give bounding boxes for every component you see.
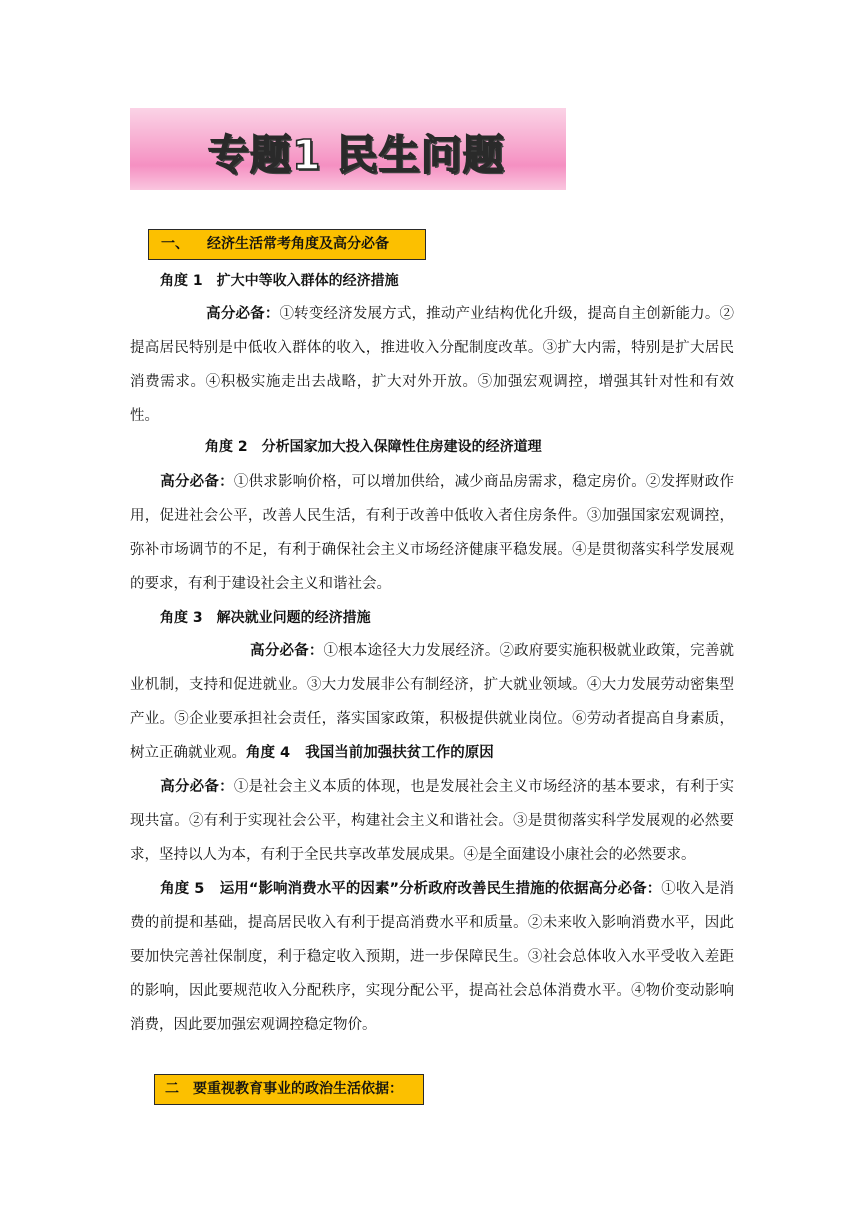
angle-2-heading bbox=[205, 430, 542, 464]
angle-body: ①供求影响价格，可以增加供给，减少商品房需求，稳定房价。②发挥财政作用，促进社会公平，改善人民生活，有利于改善中低收入者住房条件。③加强国家宏观调控，弥补市场调节的不足，有利于确保社会主义市场经济健康平稳发展。④是贯彻落实科学发展观的要求，有利于建设社会主义和谐社会。 bbox=[130, 474, 735, 592]
section-heading-2 bbox=[154, 1074, 424, 1105]
section-heading-1 bbox=[148, 229, 426, 260]
angle-5-content bbox=[130, 872, 734, 1042]
angle-body: ①转变经济发展方式，推动产业结构优化升级，提高自主创新能力。②提高居民特别是中低收入群体的收入，推进收入分配制度改革。③扩大内需，特别是扩大居民消费需求。④积极实施走出去战略，扩大对外开放。⑤加强宏观调控，增强其针对性和有效性。 bbox=[130, 306, 734, 424]
section-title: 经济生活常考角度及高分必备 bbox=[207, 236, 389, 252]
angle-3-content bbox=[130, 634, 734, 770]
highlight-label: 高分必备： bbox=[160, 474, 234, 490]
angle-title: 扩大中等收入群体的经济措施 bbox=[216, 273, 399, 289]
angle-5-heading: 角度 5 运用“影响消费水平的因素”分析政府改善民生措施的依据 bbox=[160, 881, 589, 897]
angle-1-content bbox=[130, 297, 734, 433]
angle-number: 角度 3 bbox=[160, 610, 203, 626]
section-number: 二 bbox=[165, 1081, 179, 1097]
highlight-label: 高分必备： bbox=[206, 306, 280, 322]
angle-3-heading bbox=[160, 601, 371, 635]
angle-body: ①根本途径大力发展经济。②政府要实施积极就业政策，完善就业机制，支持和促进就业。③大力发展非公有制经济，扩大就业领域。④大力发展劳动密集型产业。⑤企业要承担社会责任，落实国家政策，积极提供就业岗位。⑥劳动者提高自身素质，树立正确就业观。 bbox=[130, 643, 734, 761]
angle-title: 解决就业问题的经济措施 bbox=[216, 610, 371, 626]
angle-4-heading-inline: 角度 4 我国当前加强扶贫工作的原因 bbox=[246, 745, 494, 761]
highlight-label: 高分必备： bbox=[160, 779, 234, 795]
highlight-label: 高分必备： bbox=[588, 881, 662, 897]
angle-number: 角度 1 bbox=[160, 273, 203, 289]
angle-body: ①是社会主义本质的体现，也是发展社会主义市场经济的基本要求，有利于实现共富。②有利于实现社会公平，构建社会主义和谐社会。③是贯彻落实科学发展观的必然要求，坚持以人为本，有利于全民共享改革发展成果。④是全面建设小康社会的必然要求。 bbox=[130, 779, 735, 863]
title-banner bbox=[130, 108, 566, 190]
highlight-label: 高分必备： bbox=[250, 643, 324, 659]
banner-title: 专题1 民生问题 bbox=[208, 131, 505, 179]
section-title: 要重视教育事业的政治生活依据： bbox=[193, 1081, 403, 1097]
angle-number: 角度 2 bbox=[205, 439, 248, 455]
angle-4-content bbox=[130, 770, 734, 872]
angle-2-content bbox=[130, 465, 734, 601]
angle-body: ①收入是消费的前提和基础，提高居民收入有利于提高消费水平和质量。②未来收入影响消费水平，因此要加快完善社保制度，利于稳定收入预期，进一步保障民生。③社会总体收入水平受收入差距的影响，因此要规范收入分配秩序，实现分配公平，提高社会总体消费水平。④物价变动影响消费，因此要加强宏观调控稳定物价。 bbox=[130, 881, 735, 1033]
angle-1-heading bbox=[160, 264, 399, 298]
section-number: 一、 bbox=[161, 236, 189, 252]
angle-title: 分析国家加大投入保障性住房建设的经济道理 bbox=[261, 439, 542, 455]
